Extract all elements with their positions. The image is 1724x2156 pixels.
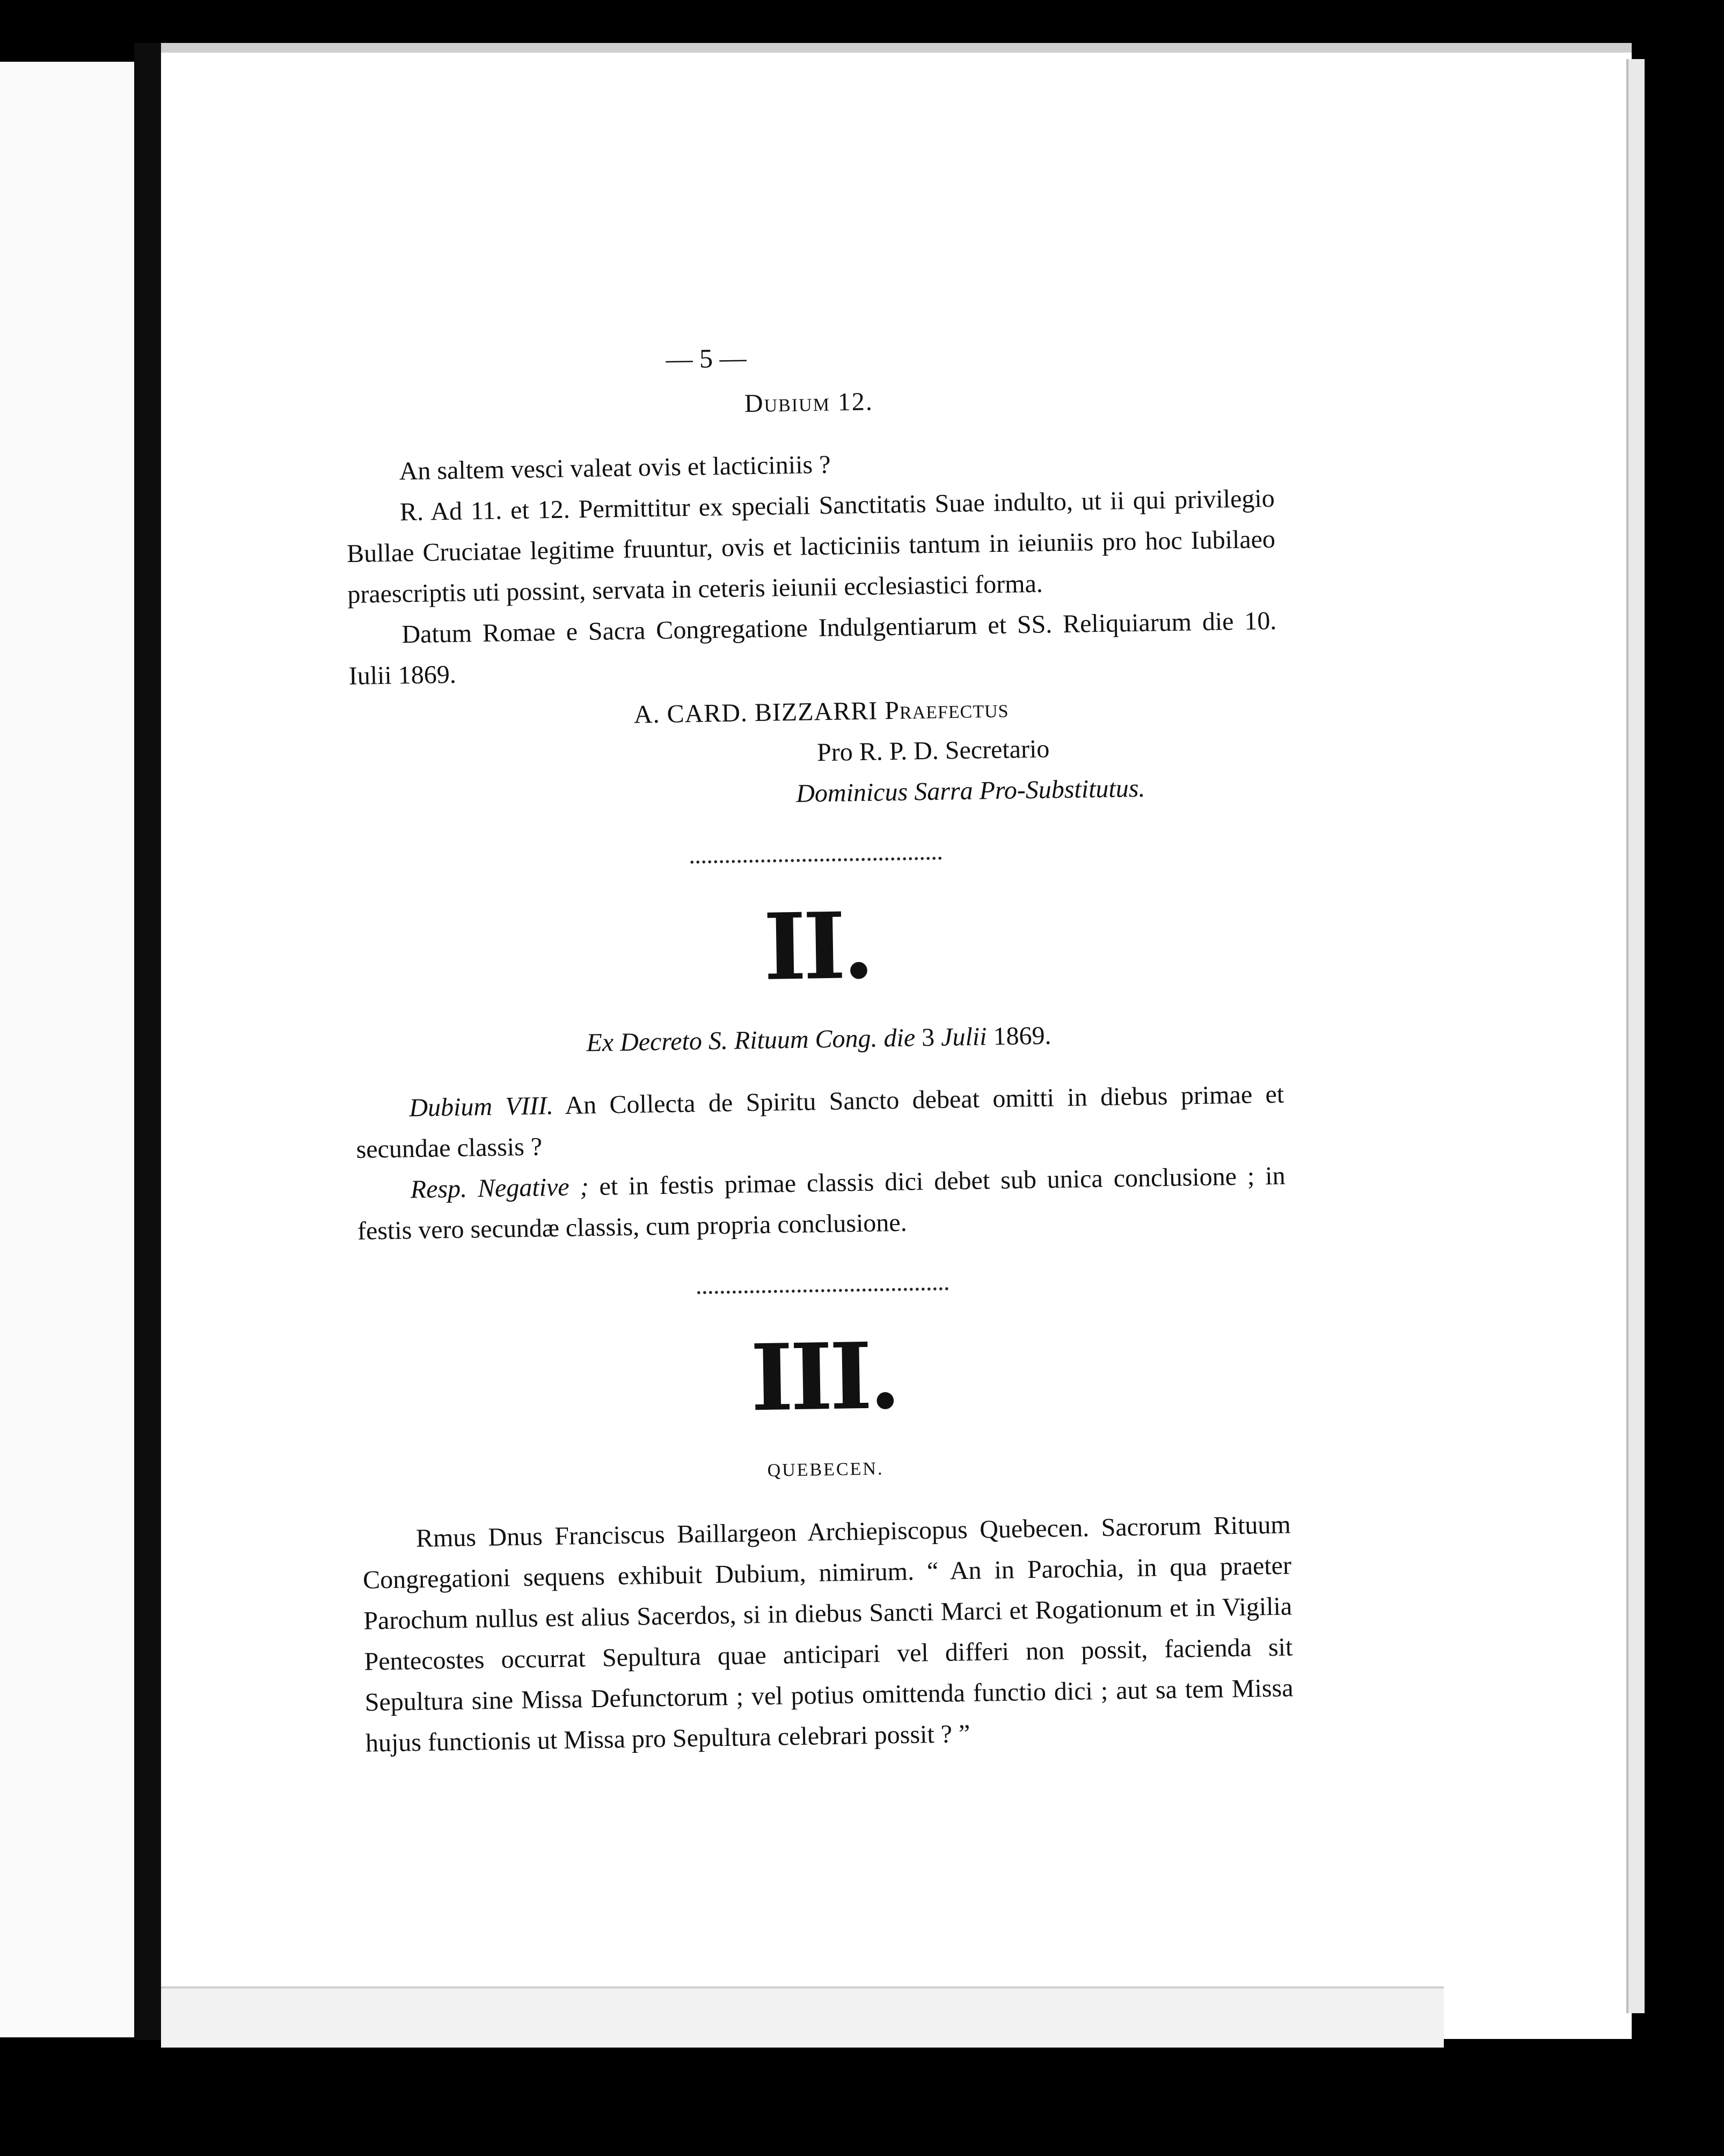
section-2-response — [356, 1156, 1286, 1252]
decree-month: Julii — [940, 1022, 987, 1052]
response-label: Resp. Negative ; — [410, 1172, 589, 1204]
section-divider — [690, 855, 942, 865]
book-gutter — [134, 43, 164, 2040]
page-content — [344, 329, 1294, 1764]
dubium-text: An Collecta de Spiritu Sancto debeat omitti in diebus primae et secundae classis ? — [356, 1080, 1284, 1164]
adjacent-page — [0, 62, 140, 2037]
decree-year: 1869. — [993, 1021, 1051, 1051]
decree-day: 3 — [921, 1023, 935, 1052]
response-text: et in festis primae classis dici debet sub unica conclusione ; in festis vero secundæ classis, cum propria conclusione. — [357, 1161, 1285, 1245]
page-bottom-edge — [161, 1986, 1444, 2048]
dubium-12-datum: Datum Romae e Sacra Congregatione Indulgentiarum et SS. Reliquiarum die 10. Iulii 1869. — [348, 606, 1277, 690]
section-divider — [697, 1286, 949, 1296]
dubium-12-heading: Dubium 12. — [744, 387, 874, 418]
page-number: — 5 — — [666, 343, 747, 374]
section-2-numeral: II. — [763, 892, 872, 1001]
signature-secretary: Pro R. P. D. Secretario — [816, 734, 1050, 767]
section-3-place: QUEBECEN. — [767, 1459, 884, 1481]
section-3-text: Rmus Dnus Franciscus Baillargeon Archiepiscopus Quebecen. Sacrorum Rituum Congregationi sequens exhibuit Dubium, nimirum. “ An in Parochia, in qua praeter Parochum nullus est alius Sacerdos, si in diebus Sancti Marci et Rogationum et in Vigilia Pentecostes occurrat Sepultura quae anticipari vel differi non possit, facienda sit Sepultura sine Missa Defunctorum ; vel potius omittenda functio dici ; aut sa tem Missa hujus functionis ut Missa pro Sepultura celebrari possit ? ” — [362, 1510, 1294, 1758]
section-3-numeral: III. — [749, 1322, 898, 1432]
signature-title: Praefectus — [884, 694, 1009, 725]
section-2-decree — [354, 1012, 1283, 1067]
dubium-12-response: R. Ad 11. et 12. Permittitur ex speciali Sanctitatis Suae indulto, ut ii qui privilegio Bullae Cruciatae legitime fruuntur, ovis et lacticiniis tantum in ieiuniis pro hoc Iubilaeo praescriptis uti possint, servata in ceteris ieiunii ecclesiastici forma. — [346, 484, 1276, 609]
page-edge — [1626, 59, 1645, 2013]
signature-name: A. CARD. BIZZARRI — [633, 696, 878, 729]
section-2-dubium — [355, 1074, 1285, 1170]
signature-substitute: Dominicus Sarra Pro-Substitutus. — [795, 774, 1145, 808]
dubium-12-question: An saltem vesci valeat ovis et lacticiniis ? — [399, 450, 831, 486]
dubium-label: Dubium VIII. — [408, 1091, 554, 1123]
decree-prefix: Ex Decreto S. Rituum Cong. die — [586, 1023, 916, 1058]
